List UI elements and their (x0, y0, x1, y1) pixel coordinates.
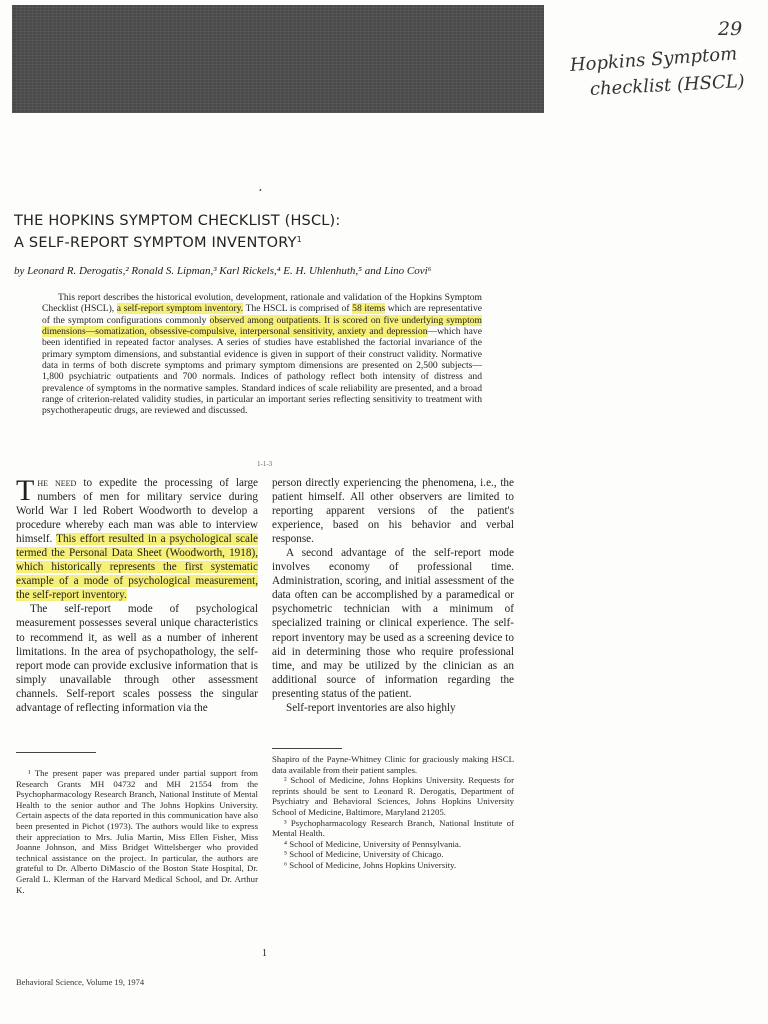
footnotes-left (16, 768, 258, 895)
author-list: by Leonard R. Derogatis,² Ronald S. Lipman,³ Karl Rickels,⁴ E. H. Uhlenhuth,⁵ and Lino Covi⁶ (14, 265, 432, 277)
paper-title-line1: THE HOPKINS SYMPTOM CHECKLIST (HSCL): (14, 213, 341, 229)
abstract-paragraph (42, 292, 482, 417)
footnote-1: ¹ The present paper was prepared under partial support from Research Grants MH 04732 and MH 21554 from the Psychopharmacology Research Branch, National Institute of Mental Health to the senior author and The Johns Hopkins University. Certain aspects of the data reported in this communication have also been presented in Pichot (1973). The authors would like to express their appreciation to Mrs. Julia Martin, Miss Ellen Fisher, Miss Joanne Johnson, and Miss Bridget Wittelsberger who provided technical assistance on the project. In particular, the authors are grateful to Dr. Alberto DiMascio of the Boston State Hospital, Dr. Gerald L. Klerman of the Harvard Medical School, and Dr. Arthur K. (16, 768, 258, 895)
footnote-divider-right (272, 748, 342, 749)
body-paragraph-2: The self-report mode of psychological measurement possesses several unique characteristics to recommend it, as well as a number of inherent limitations. In the area of psychopathology, the self-report mode can provide exclusive information that is simply unavailable through other assessment channels. Self-report scales possess the singular advantage of reflecting information via the (16, 603, 258, 714)
opening-smallcaps: he need (37, 477, 77, 489)
footnotes-right (272, 754, 514, 871)
body-column-right (272, 476, 514, 715)
journal-citation: Behavioral Science, Volume 19, 1974 (16, 977, 145, 987)
scan-speck: • (259, 186, 262, 195)
abstract-highlight-3: observed among outpatients. It is scored on five underlying symptom dimensions—somatization, obsessive-compulsive, interpersonal sensitivity, anxiety and depression (42, 314, 482, 338)
abstract-highlight-1: a self-report symptom inventory. (116, 303, 244, 315)
body-paragraph-1 (16, 476, 258, 602)
abstract-text-1: This report describes the historical evolution, development, rationale and validation of the Hopkins Symptom Checklist (HSCL), (42, 292, 482, 315)
footnote-6: ⁶ School of Medicine, Johns Hopkins University. (284, 859, 457, 870)
page-number: 1 (262, 948, 267, 959)
body-paragraph-3: person directly experiencing the phenomena, i.e., the patient himself. All other observers are limited to reporting apparent versions of the patient's experience, based on his behavior and verbal response. (272, 477, 514, 546)
abstract-text-4: —which have been identified in repeated factor analyses. A series of studies have established the factorial invariance of the primary symptom dimensions, and substantial evidence is given in support of their construct validity. Normative data in terms of both discrete symptoms and primary symptom dimensions are presented on 2,500 subjects—1,800 psychiatric outpatients and 700 normals. Indices of pathology reflect both intensity of distress and prevalence of symptoms in the normative samples. Standard indices of scale reliability are presented, and a broad range of criterion-related validity studies, in particular an important series reflecting sensitivity to treatment with psychotherapeutic drugs, are reviewed and discussed. (42, 326, 482, 417)
body-text-1a: to expedite the processing of large numbers of men for military service during World War I led Robert Woodworth to develop a procedure whereby each man was able to interview himself. (16, 477, 258, 546)
footnote-2: ² School of Medicine, Johns Hopkins University. Requests for reprints should be sent to Leonard R. Derogatis, Department of Psychiatry and Behavioral Sciences, Johns Hopkins University School of Medicine, Baltimore, Maryland 21205. (272, 775, 514, 817)
footnote-4: ⁴ School of Medicine, University of Pennsylvania. (284, 838, 462, 849)
abstract-text-3: which are representative of the symptom configurations commonly (42, 303, 482, 326)
handwritten-page-number: 29 (718, 18, 743, 40)
abstract-highlight-2: 58 items (352, 303, 386, 315)
body-column-left (16, 476, 258, 715)
footnote-1-continued: Shapiro of the Payne-Whitney Clinic for graciously making HSCL data available from their patient samples. (272, 754, 514, 775)
handwritten-note-line1: Hopkins Symptom (569, 43, 738, 76)
paper-title-line2-text: A SELF-REPORT SYMPTOM INVENTORY (14, 235, 297, 251)
footnote-3: ³ Psychopharmacology Research Branch, National Institute of Mental Health. (272, 817, 514, 839)
abstract-text-2: The HSCL is comprised of (243, 303, 353, 315)
scanned-header-band (12, 5, 544, 113)
footnote-5: ⁵ School of Medicine, University of Chicago. (284, 849, 444, 860)
handwritten-mark: 1-1-3 (257, 460, 273, 468)
body-highlight: This effort resulted in a psychological scale termed the Personal Data Sheet (Woodworth, 1918), which historically represents the first systematic example of a mode of psychological measurement, the self-report inventory. (16, 533, 259, 602)
paper-title-line2 (14, 235, 302, 251)
title-footnote-mark: 1 (296, 235, 302, 244)
footnote-divider-left (16, 752, 96, 753)
drop-cap: T (16, 474, 35, 507)
body-paragraph-4: A second advantage of the self-report mode involves economy of professional time. Administration, scoring, and initial assessment of the data often can be accomplished by a paramedical or psychometric technician with a minimum of specialized training or clinical experience. The self-report inventory may be used as a screening device to aid in determining those who require professional time, and may be utilized by the clinician as an additional source of information regarding the presenting status of the patient. (272, 547, 514, 700)
abstract (42, 292, 482, 417)
handwritten-note-line2: checklist (HSCL) (589, 70, 746, 100)
body-paragraph-5: Self-report inventories are also highly (286, 701, 456, 714)
